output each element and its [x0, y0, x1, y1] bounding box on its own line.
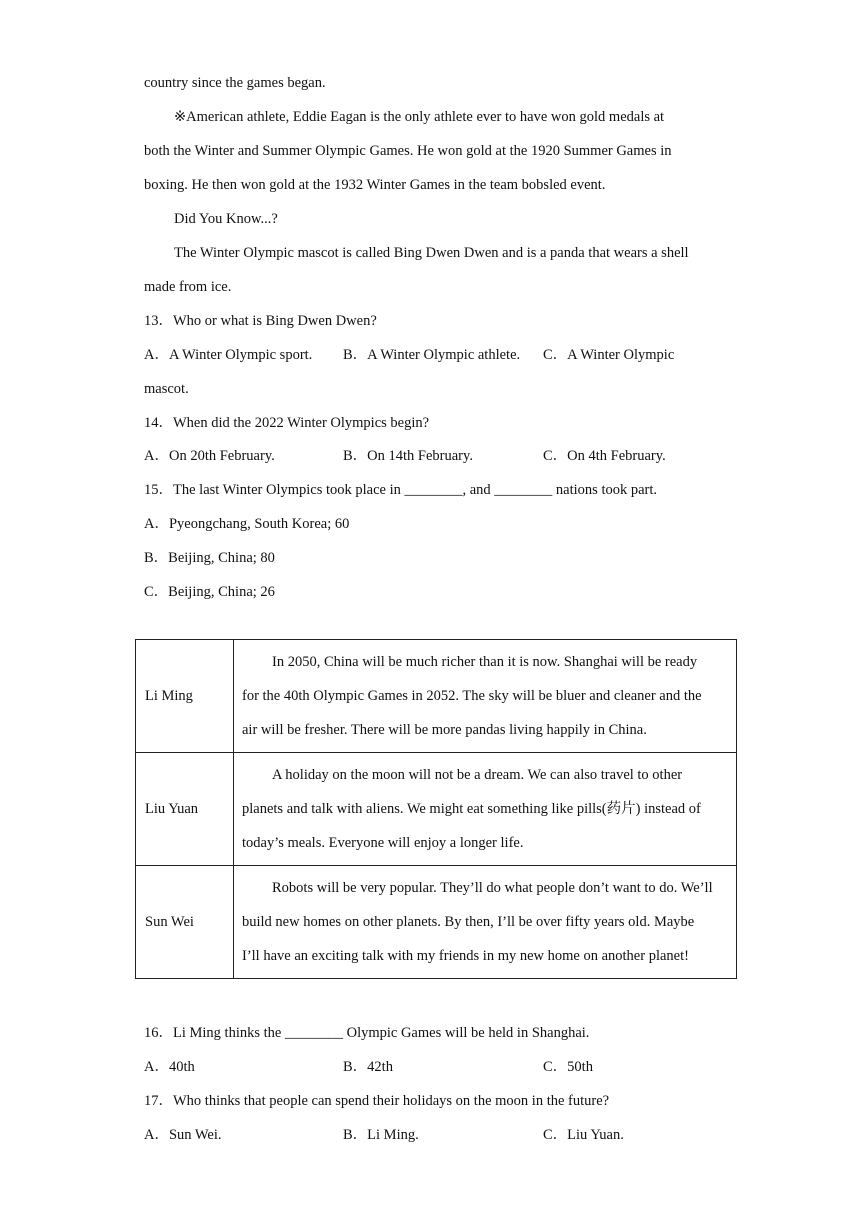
- table-row: [136, 866, 737, 979]
- question-14-stem: 14．When did the 2022 Winter Olympics begin?: [144, 415, 430, 431]
- fact-line: ※American athlete, Eddie Eagan is the only athlete ever to have won gold medals at: [174, 109, 665, 125]
- table-row: [136, 753, 737, 866]
- prediction-cell: [234, 640, 737, 753]
- prediction-line: I’ll have an exciting talk with my friends in my new home on another planet!: [242, 948, 689, 964]
- prediction-paragraph: [242, 871, 728, 973]
- prediction-line: today’s meals. Everyone will enjoy a longer life.: [242, 835, 524, 851]
- prediction-paragraph: [242, 645, 728, 747]
- fact-line: boxing. He then won gold at the 1932 Winter Games in the team bobsled event.: [144, 177, 606, 193]
- question-17-option-b[interactable]: B．Li Ming.: [343, 1127, 419, 1143]
- prediction-line: planets and talk with aliens. We might eat something like pills(药片) instead of: [242, 801, 701, 817]
- prediction-line: A holiday on the moon will not be a dream. We can also travel to other: [272, 767, 683, 783]
- predictions-table: [135, 639, 737, 979]
- person-name-cell: Li Ming: [136, 640, 234, 753]
- prediction-cell: [234, 866, 737, 979]
- mascot-line: made from ice.: [144, 279, 232, 295]
- fact-line: both the Winter and Summer Olympic Games. He won gold at the 1920 Summer Games in: [144, 143, 672, 159]
- passage-line: country since the games began.: [144, 75, 326, 91]
- mascot-line: The Winter Olympic mascot is called Bing Dwen Dwen and is a panda that wears a shell: [174, 245, 689, 261]
- did-you-know-heading: Did You Know...?: [174, 211, 278, 227]
- question-17-option-a[interactable]: A．Sun Wei.: [144, 1127, 222, 1143]
- question-15-option-c[interactable]: C．Beijing, China; 26: [144, 584, 275, 600]
- question-13-option-a[interactable]: A．A Winter Olympic sport.: [144, 347, 313, 363]
- person-name-cell: Sun Wei: [136, 866, 234, 979]
- question-13-option-b[interactable]: B．A Winter Olympic athlete.: [343, 347, 521, 363]
- question-15-option-b[interactable]: B．Beijing, China; 80: [144, 550, 275, 566]
- question-14-option-b[interactable]: B．On 14th February.: [343, 448, 473, 464]
- person-name-cell: Liu Yuan: [136, 753, 234, 866]
- question-17-stem: 17．Who thinks that people can spend their holidays on the moon in the future?: [144, 1093, 610, 1109]
- prediction-line: Robots will be very popular. They’ll do what people don’t want to do. We’ll: [272, 880, 713, 896]
- prediction-line: air will be fresher. There will be more pandas living happily in China.: [242, 722, 647, 738]
- question-13-option-c[interactable]: C．A Winter Olympic: [543, 347, 675, 363]
- table-row: [136, 640, 737, 753]
- question-17-option-c[interactable]: C．Liu Yuan.: [543, 1127, 624, 1143]
- question-13-option-c-wrap: mascot.: [144, 381, 189, 397]
- question-14-option-a[interactable]: A．On 20th February.: [144, 448, 275, 464]
- prediction-line: build new homes on other planets. By then, I’ll be over fifty years old. Maybe: [242, 914, 695, 930]
- question-16-option-a[interactable]: A．40th: [144, 1059, 195, 1075]
- question-13-stem: 13．Who or what is Bing Dwen Dwen?: [144, 313, 377, 329]
- prediction-paragraph: [242, 758, 728, 860]
- prediction-line: for the 40th Olympic Games in 2052. The sky will be bluer and cleaner and the: [242, 688, 702, 704]
- question-16-option-b[interactable]: B．42th: [343, 1059, 393, 1075]
- question-15-option-a[interactable]: A．Pyeongchang, South Korea; 60: [144, 516, 350, 532]
- question-15-stem: 15．The last Winter Olympics took place in ________, and ________ nations took part.: [144, 482, 658, 498]
- prediction-line: In 2050, China will be much richer than it is now. Shanghai will be ready: [272, 654, 698, 670]
- prediction-cell: [234, 753, 737, 866]
- question-14-option-c[interactable]: C．On 4th February.: [543, 448, 666, 464]
- question-16-option-c[interactable]: C．50th: [543, 1059, 593, 1075]
- question-16-stem: 16．Li Ming thinks the ________ Olympic Games will be held in Shanghai.: [144, 1025, 590, 1041]
